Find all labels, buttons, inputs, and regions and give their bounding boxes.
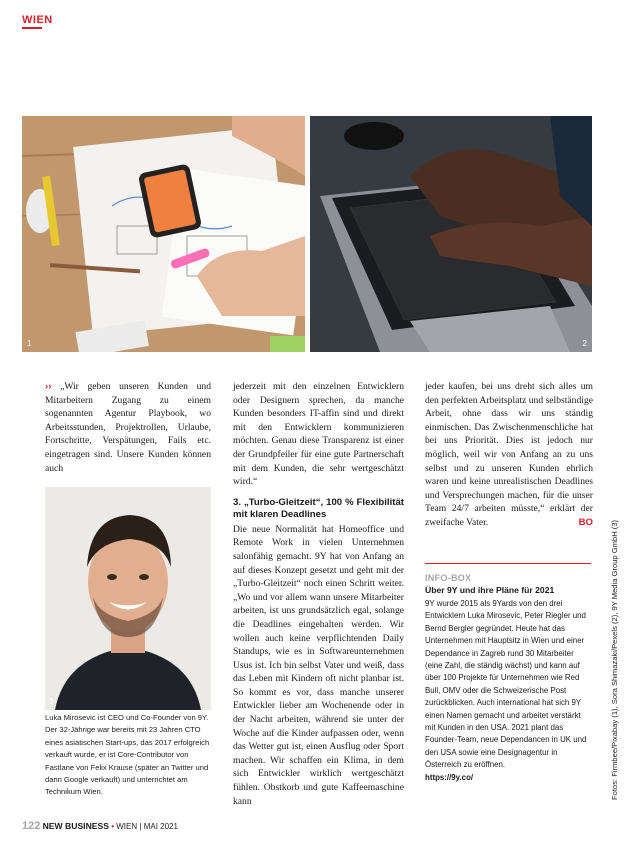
section-rule (22, 27, 42, 29)
photo-desk-planning (22, 116, 305, 352)
subheading-turbo-gleitzeit: 3. „Turbo-Gleitzeit“, 100 % Flexibilität mit klaren Deadlines (233, 496, 404, 520)
quote-mark: ›› (45, 381, 52, 392)
page-number: 122 (22, 820, 41, 832)
infobox-link[interactable]: https://9y.co/ (425, 772, 474, 782)
portrait-caption: Luka Mirosevic ist CEO und Co-Founder von 9Y. Der 32-Jährige war bereits mit 23 Jahren CTO eines asiatischen Start-ups, das 2017 erfolgreich verkauft wurde, er ist Core-Contributor von Fastlane von Felix Krause (später an Twitter und dann Google verkauft) und unterrichtet am Technikum Wien. (45, 713, 210, 797)
laptop-hands-illustration (310, 116, 592, 352)
photo-number: 1 (27, 339, 32, 348)
desk-planning-illustration (22, 116, 305, 352)
column-3-paragraph: jeder kaufen, bei uns dreht sich alles um den perfekten Arbeitsplatz und selbständige Arbeit, ohne dass wir uns ständig einmischen. Das Zwischenmenschliche hat bei uns Priorität. Dies ist jedoch nur möglich, weil wir von Anfang an zu uns selbst und zu unseren Kunden ehrlich waren und keine unrealistischen Deadlines und Versprechungen machen, für die unser Team 24/7 arbeiten müsste,“ erklärt der zweifache Vater. (425, 381, 593, 528)
infobox-rule (425, 563, 591, 564)
footer-issue: MAI 2021 (143, 822, 178, 831)
section-label: WIEN (22, 14, 53, 26)
column-1-text (45, 380, 211, 475)
infobox-text: 9Y wurde 2015 als 9Yards von den drei Entwicklern Luka Mirosevic, Peter Riegler und Bernd Bergler gegründet. Heute hat das Unternehmen mit Hauptsitz in Wien und einer Dependance in Zagreb rund 30 Mitarbeiter (eine Zahl, die ständig wächst) und kann auf über 100 Projekte für Unternehmen wie Red Bull, OMV oder die Schweizerische Post zurückblicken. Auch international hat sich 9Y einen Namen gemacht und arbeitet verstärkt mit Kunden in den USA. 2021 plant das Founder-Team, neue Dependancen in UK und den USA sowie eine Designagentur in Österreich zu eröffnen. (425, 599, 587, 770)
magazine-name: NEW BUSINESS (42, 821, 109, 831)
column-1-paragraph: „Wir geben unseren Kunden und Mitarbeitern Zugang zu einem sogenannten Agentur Playbook, wo Arbeitsstunden, Projektrollen, Urlaube, Fortschritte, Verspätungen, Fails etc. eingetragen sind. Unsere Kunden können auch (45, 381, 212, 474)
photo-credit: Fotos: Firmbee/Pixabay (1), Sora Shimazaki/Pexels (2), 9Y Media Group GmbH (3) (610, 519, 619, 800)
footer-section: WIEN (116, 822, 138, 831)
column-2-text (233, 380, 404, 808)
infobox-label: INFO-BOX (425, 573, 472, 583)
photo-portrait (45, 487, 211, 710)
photo-number: 2 (582, 339, 587, 348)
author-signature: BO (578, 516, 593, 528)
column-3-text (425, 380, 593, 530)
infobox-body (425, 598, 593, 784)
page-footer (22, 820, 178, 832)
photo-laptop-hands (310, 116, 592, 352)
footer-bullet: • (111, 822, 115, 831)
footer-separator: | (139, 822, 142, 831)
column-2-paragraph-2: Die neue Normalität hat Homeoffice und Remote Work in vielen Unternehmen salonfähig gemacht. 9Y hat von Anfang an auf dieses Konzept gesetzt und geht mit der „Turbo-Gleitzeit“ noch einen Schritt weiter. „Wo und vor allem wann unsere Mitarbeiter arbeiten, ist uns grundsätzlich egal, solange die Deadlines eingehalten werden. Wir wollen auch keine verpflichtenden Daily Standups, wie es in Softwareunternehmen Usus ist. Ich bin selbst Vater und weiß, dass das Leben mit Kindern oft nicht planbar ist. So kommt es vor, dass manche unserer Entwickler lieber am Wochenende oder in der Nacht arbeiten, während sie unter der Woche auf die Kinder aufpassen oder, wenn das Wetter gut ist, einen Ausflug oder Sport machen. Wir schaffen ein Klima, in dem sich Entwickler wirklich wertgeschätzt fühlen. Obstkorb und gute Kaffeemaschine kann (233, 523, 404, 807)
infobox-title: Über 9Y und ihre Pläne für 2021 (425, 585, 555, 595)
column-2-paragraph-1: jederzeit mit den einzelnen Entwicklern oder Designern sprechen, da manche Kunden besonders IT-affin sind und direkt mit den Entwicklern kommunizieren möchten. Genau diese Transparenz ist einer der Grundpfeiler für eine gute Partnerschaft mit dem Kunden, die sehr wertgeschätzt wird.“ (233, 381, 404, 488)
photo-number: 3 (49, 697, 54, 706)
portrait-illustration (45, 487, 211, 710)
